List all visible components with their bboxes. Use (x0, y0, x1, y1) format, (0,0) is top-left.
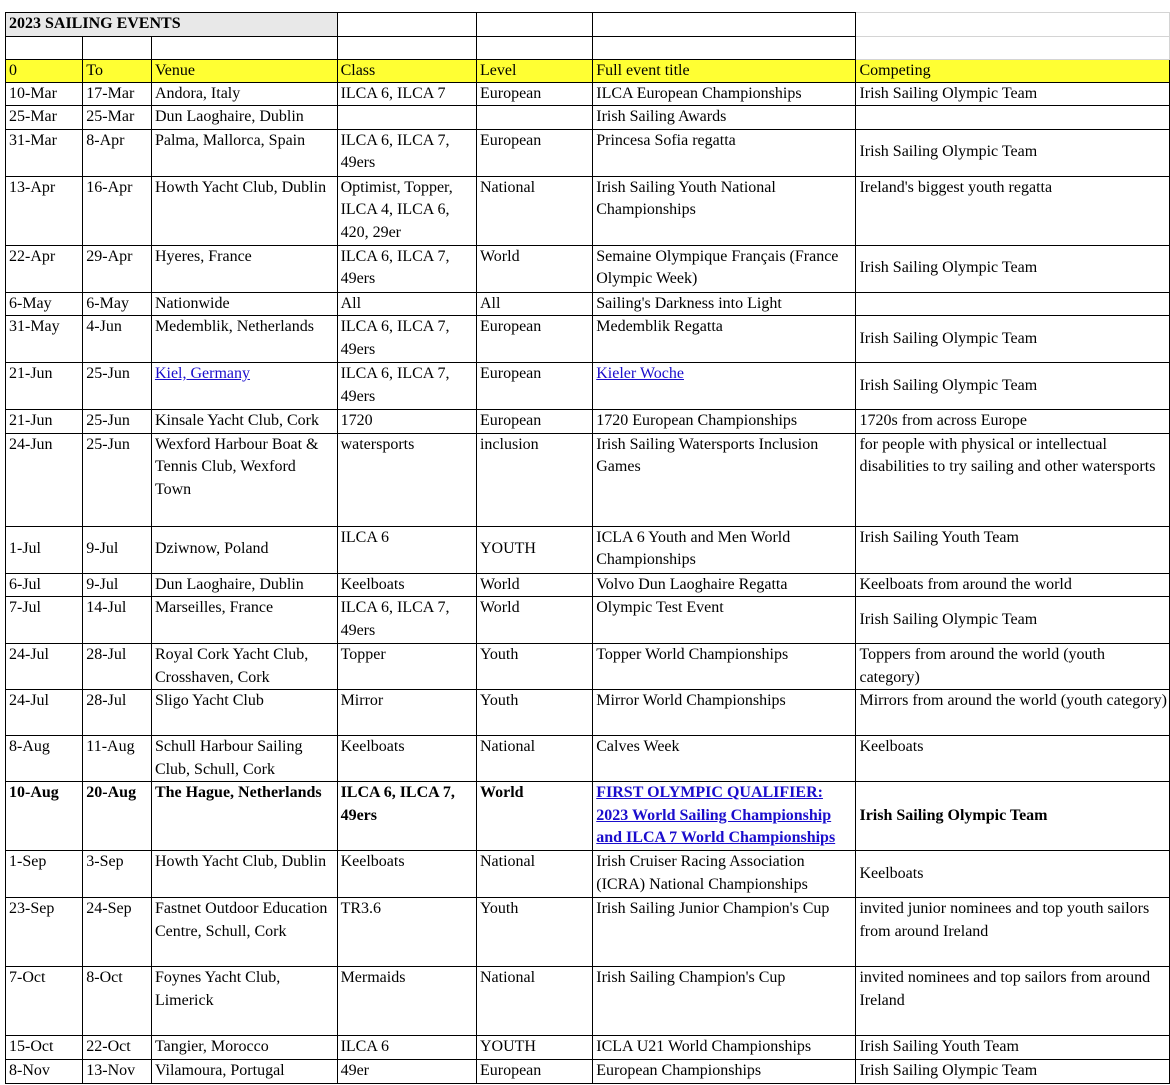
level-cell[interactable]: Youth (476, 690, 592, 736)
cell[interactable] (6, 36, 83, 59)
event-title-cell[interactable]: Princesa Sofia regatta (593, 129, 856, 176)
to-date-cell[interactable]: 16-Apr (83, 176, 152, 245)
cell[interactable] (593, 36, 856, 59)
to-date-cell[interactable]: 8-Oct (83, 967, 152, 1036)
level-cell[interactable]: Youth (476, 898, 592, 967)
header-to[interactable]: To (83, 59, 152, 82)
cell[interactable] (856, 13, 1170, 37)
from-date-cell[interactable]: 24-Jun (6, 433, 83, 526)
header-class[interactable]: Class (337, 59, 476, 82)
venue-cell[interactable]: Marseilles, France (151, 597, 337, 644)
table-row (6, 316, 1170, 363)
event-title-cell[interactable]: Irish Sailing Junior Champion's Cup (593, 898, 856, 967)
table-row (6, 526, 1170, 573)
class-cell[interactable]: ILCA 6, ILCA 7, 49ers (337, 129, 476, 176)
level-cell[interactable]: World (476, 782, 592, 851)
event-title-cell[interactable]: ILCA European Championships (593, 82, 856, 106)
class-cell[interactable]: 1720 (337, 410, 476, 434)
to-date-cell[interactable]: 20-Aug (83, 782, 152, 851)
competing-cell[interactable]: Irish Sailing Olympic Team (856, 597, 1170, 644)
event-title-cell[interactable]: Irish Sailing Watersports Inclusion Games (593, 433, 856, 526)
header-from[interactable]: 0 (6, 59, 83, 82)
table-row (6, 292, 1170, 316)
from-date-cell[interactable]: 31-May (6, 316, 83, 363)
competing-cell[interactable]: 1720s from across Europe (856, 410, 1170, 434)
class-cell[interactable]: ILCA 6, ILCA 7, 49ers (337, 782, 476, 851)
from-date-cell[interactable]: 1-Jul (6, 526, 83, 573)
competing-cell[interactable] (856, 106, 1170, 130)
from-date-cell[interactable]: 31-Mar (6, 129, 83, 176)
event-title-cell[interactable] (593, 363, 856, 410)
from-date-cell[interactable]: 7-Oct (6, 967, 83, 1036)
event-title-cell[interactable]: ICLA U21 World Championships (593, 1036, 856, 1060)
level-cell[interactable]: World (476, 245, 592, 292)
level-cell[interactable]: World (476, 597, 592, 644)
to-date-cell[interactable]: 17-Mar (83, 82, 152, 106)
venue-cell[interactable]: Nationwide (151, 292, 337, 316)
class-cell[interactable]: watersports (337, 433, 476, 526)
table-row (6, 1060, 1170, 1084)
from-date-cell[interactable]: 21-Jun (6, 363, 83, 410)
event-title-cell[interactable]: Medemblik Regatta (593, 316, 856, 363)
table-row (6, 573, 1170, 597)
to-date-cell[interactable]: 25-Jun (83, 363, 152, 410)
class-cell[interactable]: ILCA 6, ILCA 7, 49ers (337, 597, 476, 644)
venue-cell[interactable]: Palma, Mallorca, Spain (151, 129, 337, 176)
competing-cell[interactable]: invited nominees and top sailors from around Ireland (856, 967, 1170, 1036)
class-cell[interactable]: Keelboats (337, 851, 476, 898)
table-row (6, 967, 1170, 1036)
class-cell[interactable]: ILCA 6, ILCA 7, 49ers (337, 363, 476, 410)
competing-cell[interactable]: Irish Sailing Youth Team (856, 526, 1170, 573)
header-competing[interactable]: Competing (856, 59, 1170, 82)
competing-cell[interactable]: Keelboats (856, 736, 1170, 782)
event-link[interactable]: Kieler Woche (596, 365, 684, 382)
venue-cell[interactable]: Howth Yacht Club, Dublin (151, 851, 337, 898)
table-row (6, 690, 1170, 736)
title-row (6, 13, 1170, 37)
from-date-cell[interactable]: 23-Sep (6, 898, 83, 967)
class-cell[interactable]: Keelboats (337, 573, 476, 597)
event-title-cell[interactable]: European Championships (593, 1060, 856, 1084)
from-date-cell[interactable]: 22-Apr (6, 245, 83, 292)
table-row (6, 245, 1170, 292)
to-date-cell[interactable]: 28-Jul (83, 690, 152, 736)
venue-cell[interactable]: Dun Laoghaire, Dublin (151, 573, 337, 597)
competing-cell[interactable] (856, 292, 1170, 316)
venue-cell[interactable] (151, 363, 337, 410)
venue-cell[interactable]: Royal Cork Yacht Club, Crosshaven, Cork (151, 644, 337, 690)
class-cell[interactable]: ILCA 6, ILCA 7, 49ers (337, 245, 476, 292)
venue-cell[interactable]: Howth Yacht Club, Dublin (151, 176, 337, 245)
header-row (6, 59, 1170, 82)
table-row (6, 644, 1170, 690)
venue-cell[interactable]: Tangier, Morocco (151, 1036, 337, 1060)
table-row (6, 433, 1170, 526)
event-title-cell[interactable]: Irish Sailing Champion's Cup (593, 967, 856, 1036)
competing-cell[interactable]: invited junior nominees and top youth sailors from around Ireland (856, 898, 1170, 967)
cell[interactable] (83, 36, 152, 59)
venue-cell[interactable]: The Hague, Netherlands (151, 782, 337, 851)
to-date-cell[interactable]: 24-Sep (83, 898, 152, 967)
level-cell[interactable]: World (476, 573, 592, 597)
level-cell[interactable]: All (476, 292, 592, 316)
competing-cell[interactable]: Irish Sailing Olympic Team (856, 316, 1170, 363)
cell[interactable] (856, 36, 1170, 59)
event-title-cell[interactable]: Irish Sailing Youth National Championships (593, 176, 856, 245)
from-date-cell[interactable]: 8-Nov (6, 1060, 83, 1084)
level-cell[interactable]: National (476, 736, 592, 782)
class-cell[interactable]: Topper (337, 644, 476, 690)
table-row (6, 82, 1170, 106)
from-date-cell[interactable]: 10-Aug (6, 782, 83, 851)
competing-cell[interactable]: Toppers from around the world (youth category) (856, 644, 1170, 690)
competing-cell[interactable]: Keelboats from around the world (856, 573, 1170, 597)
competing-cell[interactable]: Keelboats (856, 851, 1170, 898)
venue-cell[interactable]: Fastnet Outdoor Education Centre, Schull, Cork (151, 898, 337, 967)
from-date-cell[interactable]: 1-Sep (6, 851, 83, 898)
from-date-cell[interactable]: 21-Jun (6, 410, 83, 434)
to-date-cell[interactable]: 9-Jul (83, 573, 152, 597)
event-title-cell[interactable]: Calves Week (593, 736, 856, 782)
venue-cell[interactable]: Foynes Yacht Club, Limerick (151, 967, 337, 1036)
competing-cell[interactable]: Irish Sailing Olympic Team (856, 1060, 1170, 1084)
event-title-cell[interactable]: Volvo Dun Laoghaire Regatta (593, 573, 856, 597)
to-date-cell[interactable]: 8-Apr (83, 129, 152, 176)
level-cell[interactable]: National (476, 851, 592, 898)
class-cell[interactable]: All (337, 292, 476, 316)
from-date-cell[interactable]: 7-Jul (6, 597, 83, 644)
header-level[interactable]: Level (476, 59, 592, 82)
table-row (6, 363, 1170, 410)
event-title-cell[interactable]: ICLA 6 Youth and Men World Championships (593, 526, 856, 573)
from-date-cell[interactable]: 8-Aug (6, 736, 83, 782)
table-row (6, 782, 1170, 851)
table-row (6, 106, 1170, 130)
from-date-cell[interactable]: 24-Jul (6, 690, 83, 736)
level-cell[interactable]: Youth (476, 644, 592, 690)
to-date-cell[interactable]: 9-Jul (83, 526, 152, 573)
class-cell[interactable]: Optimist, Topper, ILCA 4, ILCA 6, 420, 29er (337, 176, 476, 245)
class-cell[interactable] (337, 106, 476, 130)
competing-cell[interactable]: Irish Sailing Youth Team (856, 1036, 1170, 1060)
event-title-cell[interactable]: Irish Cruiser Racing Association (ICRA) National Championships (593, 851, 856, 898)
venue-cell[interactable]: Wexford Harbour Boat & Tennis Club, Wexford Town (151, 433, 337, 526)
table-row (6, 410, 1170, 434)
class-cell[interactable]: 49er (337, 1060, 476, 1084)
level-cell[interactable]: European (476, 1060, 592, 1084)
to-date-cell[interactable]: 4-Jun (83, 316, 152, 363)
level-cell[interactable]: YOUTH (476, 526, 592, 573)
venue-cell[interactable]: Hyeres, France (151, 245, 337, 292)
cell[interactable] (593, 13, 856, 37)
to-date-cell[interactable]: 25-Mar (83, 106, 152, 130)
competing-cell[interactable]: Irish Sailing Olympic Team (856, 129, 1170, 176)
venue-cell[interactable]: Dziwnow, Poland (151, 526, 337, 573)
event-title-cell[interactable]: Olympic Test Event (593, 597, 856, 644)
table-row (6, 736, 1170, 782)
from-date-cell[interactable]: 24-Jul (6, 644, 83, 690)
level-cell[interactable]: European (476, 410, 592, 434)
header-full-event-title[interactable]: Full event title (593, 59, 856, 82)
cell[interactable] (337, 36, 476, 59)
class-cell[interactable]: ILCA 6, ILCA 7, 49ers (337, 316, 476, 363)
venue-link[interactable]: Kiel, Germany (154, 365, 251, 382)
level-cell[interactable]: inclusion (476, 433, 592, 526)
table-row (6, 597, 1170, 644)
level-cell[interactable]: National (476, 967, 592, 1036)
event-title-cell[interactable]: 1720 European Championships (593, 410, 856, 434)
events-table (5, 12, 1170, 1084)
to-date-cell[interactable]: 11-Aug (83, 736, 152, 782)
level-cell[interactable]: YOUTH (476, 1036, 592, 1060)
sheet-title[interactable]: 2023 SAILING EVENTS (6, 13, 338, 37)
venue-cell[interactable]: Medemblik, Netherlands (151, 316, 337, 363)
to-date-cell[interactable]: 28-Jul (83, 644, 152, 690)
from-date-cell[interactable]: 6-May (6, 292, 83, 316)
header-venue[interactable]: Venue (151, 59, 337, 82)
competing-cell[interactable]: Ireland's biggest youth regatta (856, 176, 1170, 245)
class-cell[interactable]: Mirror (337, 690, 476, 736)
level-cell[interactable]: European (476, 316, 592, 363)
competing-cell[interactable]: Irish Sailing Olympic Team (856, 782, 1170, 851)
table-row (6, 176, 1170, 245)
class-cell[interactable]: TR3.6 (337, 898, 476, 967)
competing-cell[interactable]: Mirrors from around the world (youth category) (856, 690, 1170, 736)
to-date-cell[interactable]: 3-Sep (83, 851, 152, 898)
class-cell[interactable]: ILCA 6 (337, 1036, 476, 1060)
table-row (6, 1036, 1170, 1060)
class-cell[interactable]: ILCA 6 (337, 526, 476, 573)
table-row (6, 898, 1170, 967)
event-title-cell[interactable] (593, 782, 856, 851)
venue-cell[interactable]: Sligo Yacht Club (151, 690, 337, 736)
competing-cell[interactable]: Irish Sailing Olympic Team (856, 363, 1170, 410)
from-date-cell[interactable]: 13-Apr (6, 176, 83, 245)
class-cell[interactable]: ILCA 6, ILCA 7 (337, 82, 476, 106)
event-title-cell[interactable]: Sailing's Darkness into Light (593, 292, 856, 316)
event-link[interactable]: FIRST OLYMPIC QUALIFIER: 2023 World Sailing Championship and ILCA 7 World Championships (596, 784, 836, 846)
cell[interactable] (151, 36, 337, 59)
class-cell[interactable]: Mermaids (337, 967, 476, 1036)
from-date-cell[interactable]: 25-Mar (6, 106, 83, 130)
venue-cell[interactable]: Kinsale Yacht Club, Cork (151, 410, 337, 434)
from-date-cell[interactable]: 15-Oct (6, 1036, 83, 1060)
to-date-cell[interactable]: 29-Apr (83, 245, 152, 292)
to-date-cell[interactable]: 6-May (83, 292, 152, 316)
cell[interactable] (337, 13, 476, 37)
to-date-cell[interactable]: 22-Oct (83, 1036, 152, 1060)
empty-row (6, 36, 1170, 59)
event-title-cell[interactable]: Mirror World Championships (593, 690, 856, 736)
venue-cell[interactable]: Schull Harbour Sailing Club, Schull, Cork (151, 736, 337, 782)
to-date-cell[interactable]: 13-Nov (83, 1060, 152, 1084)
event-title-cell[interactable]: Topper World Championships (593, 644, 856, 690)
event-title-cell[interactable]: Semaine Olympique Français (France Olympic Week) (593, 245, 856, 292)
level-cell[interactable]: European (476, 129, 592, 176)
venue-cell[interactable]: Dun Laoghaire, Dublin (151, 106, 337, 130)
from-date-cell[interactable]: 6-Jul (6, 573, 83, 597)
table-row (6, 851, 1170, 898)
competing-cell[interactable]: Irish Sailing Olympic Team (856, 245, 1170, 292)
spreadsheet (5, 12, 1170, 1084)
competing-cell[interactable]: Irish Sailing Olympic Team (856, 82, 1170, 106)
cell[interactable] (476, 36, 592, 59)
from-date-cell[interactable]: 10-Mar (6, 82, 83, 106)
competing-cell[interactable]: for people with physical or intellectual disabilities to try sailing and other watersports (856, 433, 1170, 526)
venue-cell[interactable]: Vilamoura, Portugal (151, 1060, 337, 1084)
level-cell[interactable]: European (476, 82, 592, 106)
class-cell[interactable]: Keelboats (337, 736, 476, 782)
event-title-cell[interactable]: Irish Sailing Awards (593, 106, 856, 130)
to-date-cell[interactable]: 25-Jun (83, 410, 152, 434)
level-cell[interactable]: National (476, 176, 592, 245)
to-date-cell[interactable]: 14-Jul (83, 597, 152, 644)
cell[interactable] (476, 13, 592, 37)
level-cell[interactable]: European (476, 363, 592, 410)
table-row (6, 129, 1170, 176)
to-date-cell[interactable]: 25-Jun (83, 433, 152, 526)
venue-cell[interactable]: Andora, Italy (151, 82, 337, 106)
level-cell[interactable] (476, 106, 592, 130)
